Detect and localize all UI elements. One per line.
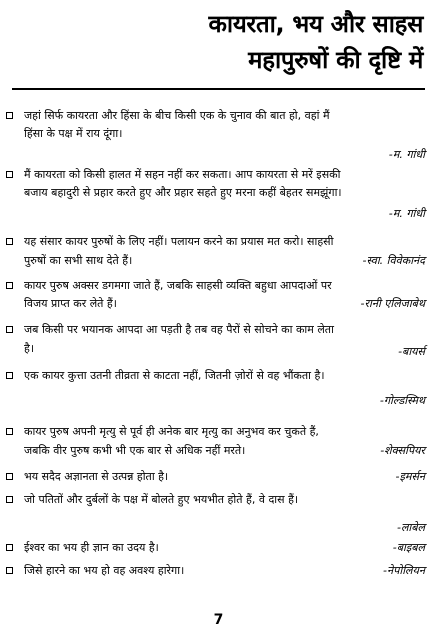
quote-author: -बाइबल	[392, 541, 425, 554]
quote-line: है।	[24, 342, 35, 355]
square-bullet-icon	[6, 473, 13, 480]
quote-author: -इमर्सन	[395, 470, 425, 483]
square-bullet-icon	[6, 282, 13, 289]
quote-author: -म. गांधी	[388, 207, 425, 220]
quote-author: -बायर्स	[398, 345, 425, 358]
square-bullet-icon	[6, 567, 13, 574]
square-bullet-icon	[6, 112, 13, 119]
quote-author: -म. गांधी	[388, 148, 425, 161]
quote-line: जहां सिर्फ कायरता और हिंसा के बीच किसी एक के चुनाव की बात हो, वहां मैं	[24, 109, 330, 122]
quote-line: बजाय बहादुरी से प्रहार करते हुए और प्रहार सहते हुए मरना कहीं बेहतर समझूंगा।	[24, 186, 342, 199]
quote-author: -स्वा. विवेकानंद	[362, 254, 425, 267]
square-bullet-icon	[6, 544, 13, 551]
quote-line: हिंसा के पक्ष में राय दूंगा।	[24, 127, 123, 140]
square-bullet-icon	[6, 372, 13, 379]
quote-line: मैं कायरता को किसी हालत में सहन नहीं कर सकता। आप कायरता से मरें इसकी	[24, 168, 341, 181]
square-bullet-icon	[6, 428, 13, 435]
quote-line: पुरुषों का सभी साथ देते हैं।	[24, 254, 133, 267]
square-bullet-icon	[6, 326, 13, 333]
square-bullet-icon	[6, 238, 13, 245]
quote-line: जबकि वीर पुरुष कभी भी एक बार से अधिक नहीं मरते।	[24, 444, 246, 457]
page-number: 7	[213, 612, 224, 628]
quote-author: -शेक्सपियर	[380, 444, 425, 457]
quote-author: -रानी एलिजाबेथ	[360, 297, 425, 310]
quote-line: यह संसार कायर पुरुषों के लिए नहीं। पलायन करने का प्रयास मत करो। साहसी	[24, 235, 334, 248]
quote-author: -लाबेल	[396, 521, 425, 534]
title-divider	[12, 88, 425, 90]
quote-line: एक कायर कुत्ता उतनी तीव्रता से काटता नहीं, जितनी ज़ोरों से वह भौंकता है।	[24, 369, 325, 382]
quote-author: -नेपोलियन	[383, 564, 425, 577]
quote-line: जो पतितों और दुर्बलों के पक्ष में बोलते हुए भयभीत होते हैं, वे दास हैं।	[24, 493, 299, 506]
quote-line: विजय प्राप्त कर लेते हैं।	[24, 297, 117, 310]
quote-line: ईश्वर का भय ही ज्ञान का उदय है।	[24, 541, 159, 554]
title-line-2: महापुरुषों की दृष्टि में	[248, 46, 423, 74]
title-line-1: कायरता, भय और साहस	[208, 10, 423, 38]
page-title	[208, 6, 423, 78]
quote-author: -गोल्डस्मिथ	[379, 394, 425, 407]
quote-line: भय सदैद अज्ञानता से उत्पन्न होता है।	[24, 470, 169, 483]
quote-line: कायर पुरुष अक्सर डगमगा जाते हैं, जबकि साहसी व्यक्ति बहुधा आपदाओं पर	[24, 279, 332, 292]
quote-line: कायर पुरुष अपनी मृत्यु से पूर्व ही अनेक बार मृत्यु का अनुभव कर चुकते हैं,	[24, 425, 319, 438]
square-bullet-icon	[6, 171, 13, 178]
square-bullet-icon	[6, 496, 13, 503]
quote-line: जिसे हारने का भय हो वह अवश्य हारेगा।	[24, 564, 185, 577]
quote-line: जब किसी पर भयानक आपदा आ पड़ती है तब वह पैरों से सोचने का काम लेता	[24, 323, 334, 336]
